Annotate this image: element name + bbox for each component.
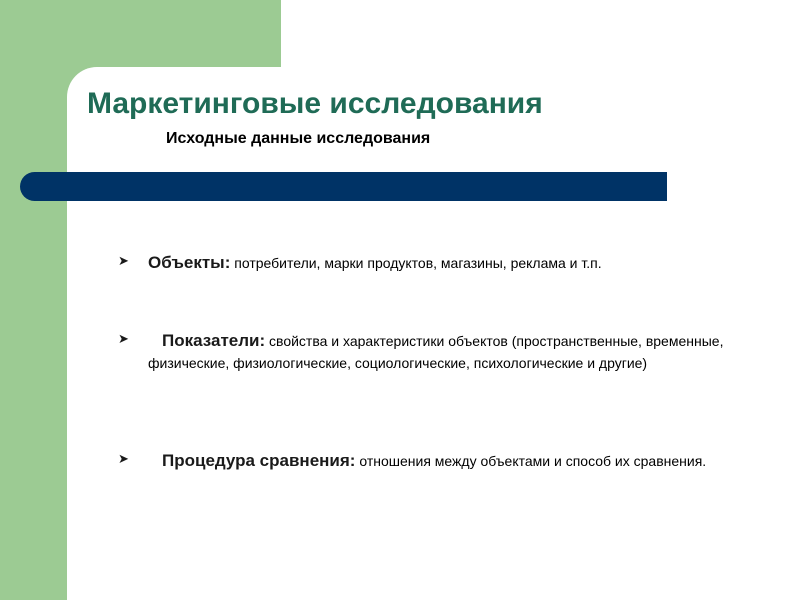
chevron-right-icon: ➤: [118, 254, 129, 269]
chevron-right-icon: ➤: [118, 452, 129, 467]
bullet-item-indicators: [118, 330, 738, 374]
bullet-item-comparison: [118, 450, 738, 472]
bullet-label: Процедура сравнения:: [162, 451, 356, 470]
bullet-item-objects: [118, 252, 738, 274]
bullet-text: отношения между объектами и способ их сравнения.: [359, 453, 707, 469]
bullet-label: Показатели:: [162, 331, 266, 350]
title-divider-bar: [20, 172, 667, 201]
bullet-label: Объекты:: [148, 253, 231, 272]
bullet-text: потребители, марки продуктов, магазины, реклама и т.п.: [234, 255, 602, 271]
bullet-text: свойства и характеристики объектов (пространственные, временные, физические, физиологические, социологические, психологические и другие): [148, 333, 724, 371]
slide-subtitle: Исходные данные исследования: [166, 130, 431, 147]
chevron-right-icon: ➤: [118, 332, 129, 347]
slide-title: Маркетинговые исследования: [87, 87, 543, 120]
decorative-green-block-left: [0, 0, 67, 600]
